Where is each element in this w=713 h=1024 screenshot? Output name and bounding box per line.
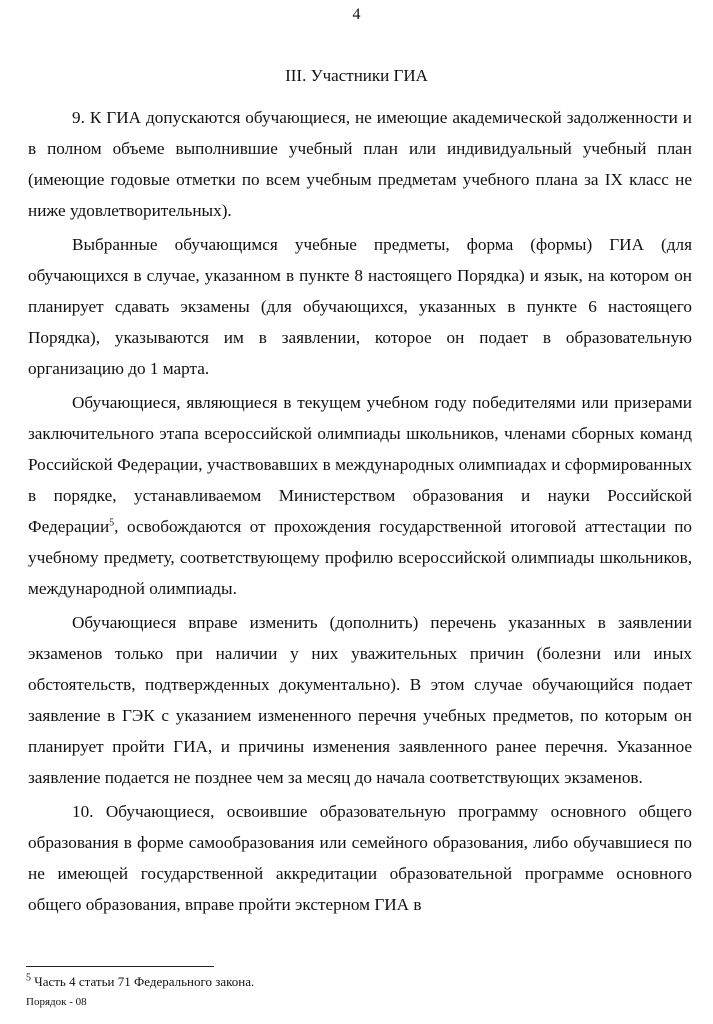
- paragraph-10: 10. Обучающиеся, освоившие образовательную программу основного общего образования в форме самообразования или семейного образования, либо обучавшиеся по не имеющей государственной аккредитации образовательной программе основного общего образования, вправе пройти экстерном ГИА в: [28, 802, 692, 914]
- paragraph-olympiad-text-before: Обучающиеся, являющиеся в текущем учебном году победителями или призерами заключительного этапа всероссийской олимпиады школьников, членами сборных команд Российской Федерации, участвовавших в международных олимпиадах и сформированных в порядке, устанавливаемом Министерством образования и науки Российской Федерации: [28, 393, 692, 536]
- footnote-reference: 5: [109, 517, 115, 529]
- paragraph-olympiad-text-after: , освобождаются от прохождения государственной итоговой аттестации по учебному предмету, соответствующему профилю всероссийской олимпиады школьников, международной олимпиады.: [28, 517, 692, 598]
- paragraph-change-list: Обучающиеся вправе изменить (дополнить) перечень указанных в заявлении экзаменов только при наличии у них уважительных причин (болезни или иных обстоятельств, подтвержденных документально). В этом случае обучающийся подает заявление в ГЭК с указанием измененного перечня учебных предметов, по которым он планирует пройти ГИА, и причины изменения заявленного ранее перечня. Указанное заявление подается не позднее чем за месяц до начала соответствующих экзаменов.: [28, 613, 692, 787]
- footnote-marker: 5: [26, 972, 31, 984]
- page-number: 4: [352, 6, 361, 23]
- paragraph-subjects: Выбранные обучающимся учебные предметы, форма (формы) ГИА (для обучающихся в случае, указанном в пункте 8 настоящего Порядка) и язык, на котором он планирует сдавать экзамены (для обучающихся, указанных в пункте 6 настоящего Порядка), указываются им в заявлении, которое он подает в образовательную организацию до 1 марта.: [28, 235, 692, 378]
- footnote: [26, 974, 254, 990]
- footnote-divider: [26, 966, 214, 967]
- document-footer: Порядок - 08: [26, 996, 87, 1008]
- document-body: [28, 102, 692, 923]
- paragraph-olympiad: [28, 387, 692, 604]
- section-title: III. Участники ГИА: [285, 66, 428, 85]
- paragraph-9: 9. К ГИА допускаются обучающиеся, не имеющие академической задолженности и в полном объеме выполнившие учебный план или индивидуальный учебный план (имеющие годовые отметки по всем учебным предметам учебного плана за IX класс не ниже удовлетворительных).: [28, 108, 692, 220]
- footnote-text: Часть 4 статьи 71 Федерального закона.: [31, 974, 255, 989]
